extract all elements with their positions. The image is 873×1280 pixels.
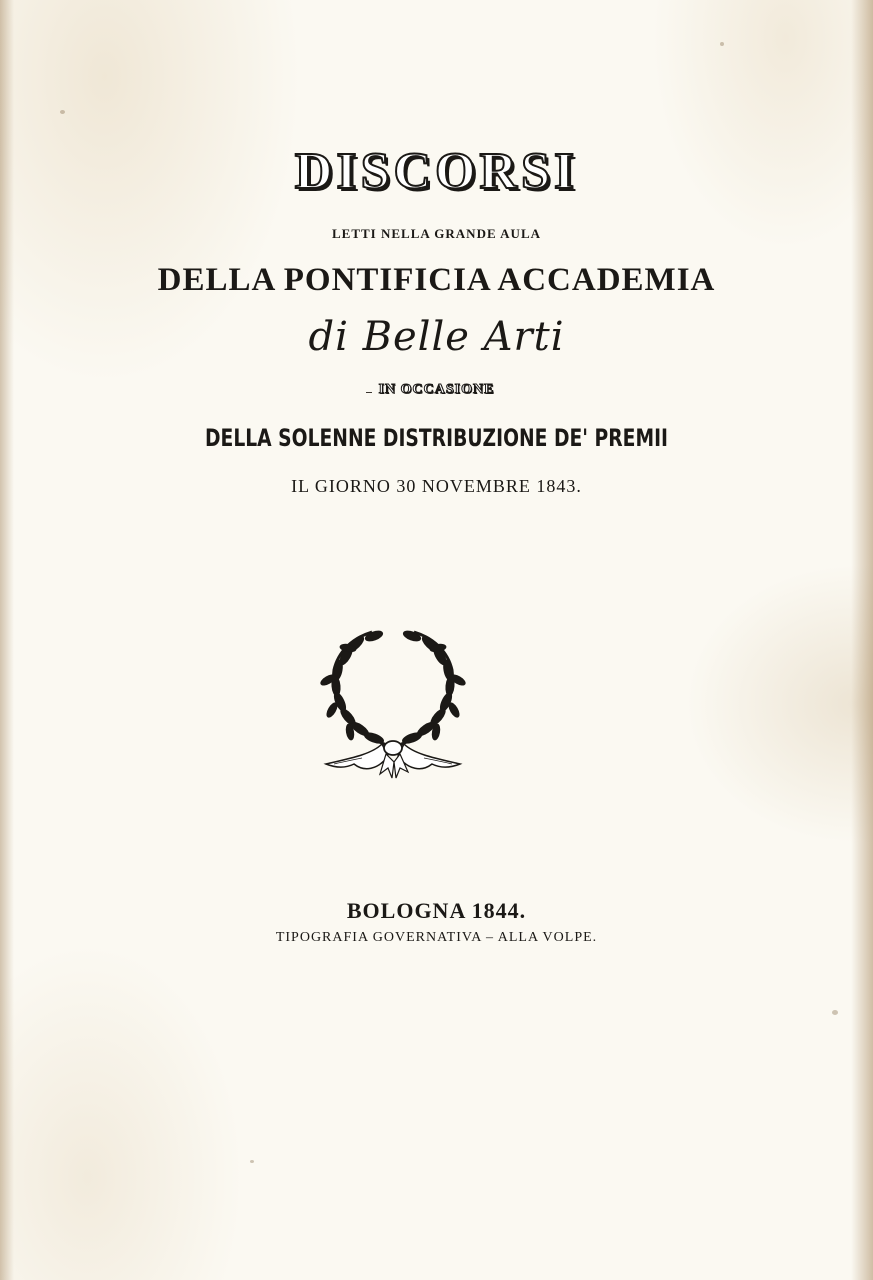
page-title: DISCORSI xyxy=(294,143,579,200)
foxing-spot xyxy=(60,110,65,114)
subtitle-occasione: IN OCCASIONE xyxy=(378,382,495,397)
laurel-wreath-icon xyxy=(312,622,474,782)
subtitle-accademia: DELLA PONTIFICIA ACCADEMIA xyxy=(157,262,716,298)
subtitle-distribuzione: DELLA SOLENNE DISTRIBUZIONE DE' PREMII xyxy=(204,424,669,452)
subtitle-letti: LETTI NELLA GRANDE AULA xyxy=(331,226,542,241)
subtitle-belle-arti: di Belle Arti xyxy=(308,314,565,360)
foxing-spot xyxy=(832,1010,838,1015)
subtitle-date: IL GIORNO 30 NOVEMBRE 1843. xyxy=(291,476,582,496)
foxing-spot xyxy=(250,1160,254,1163)
foxing-spot xyxy=(720,42,724,46)
printer-imprint: TIPOGRAFIA GOVERNATIVA – ALLA VOLPE. xyxy=(275,930,598,945)
publisher-city-year: BOLOGNA 1844. xyxy=(346,898,527,923)
